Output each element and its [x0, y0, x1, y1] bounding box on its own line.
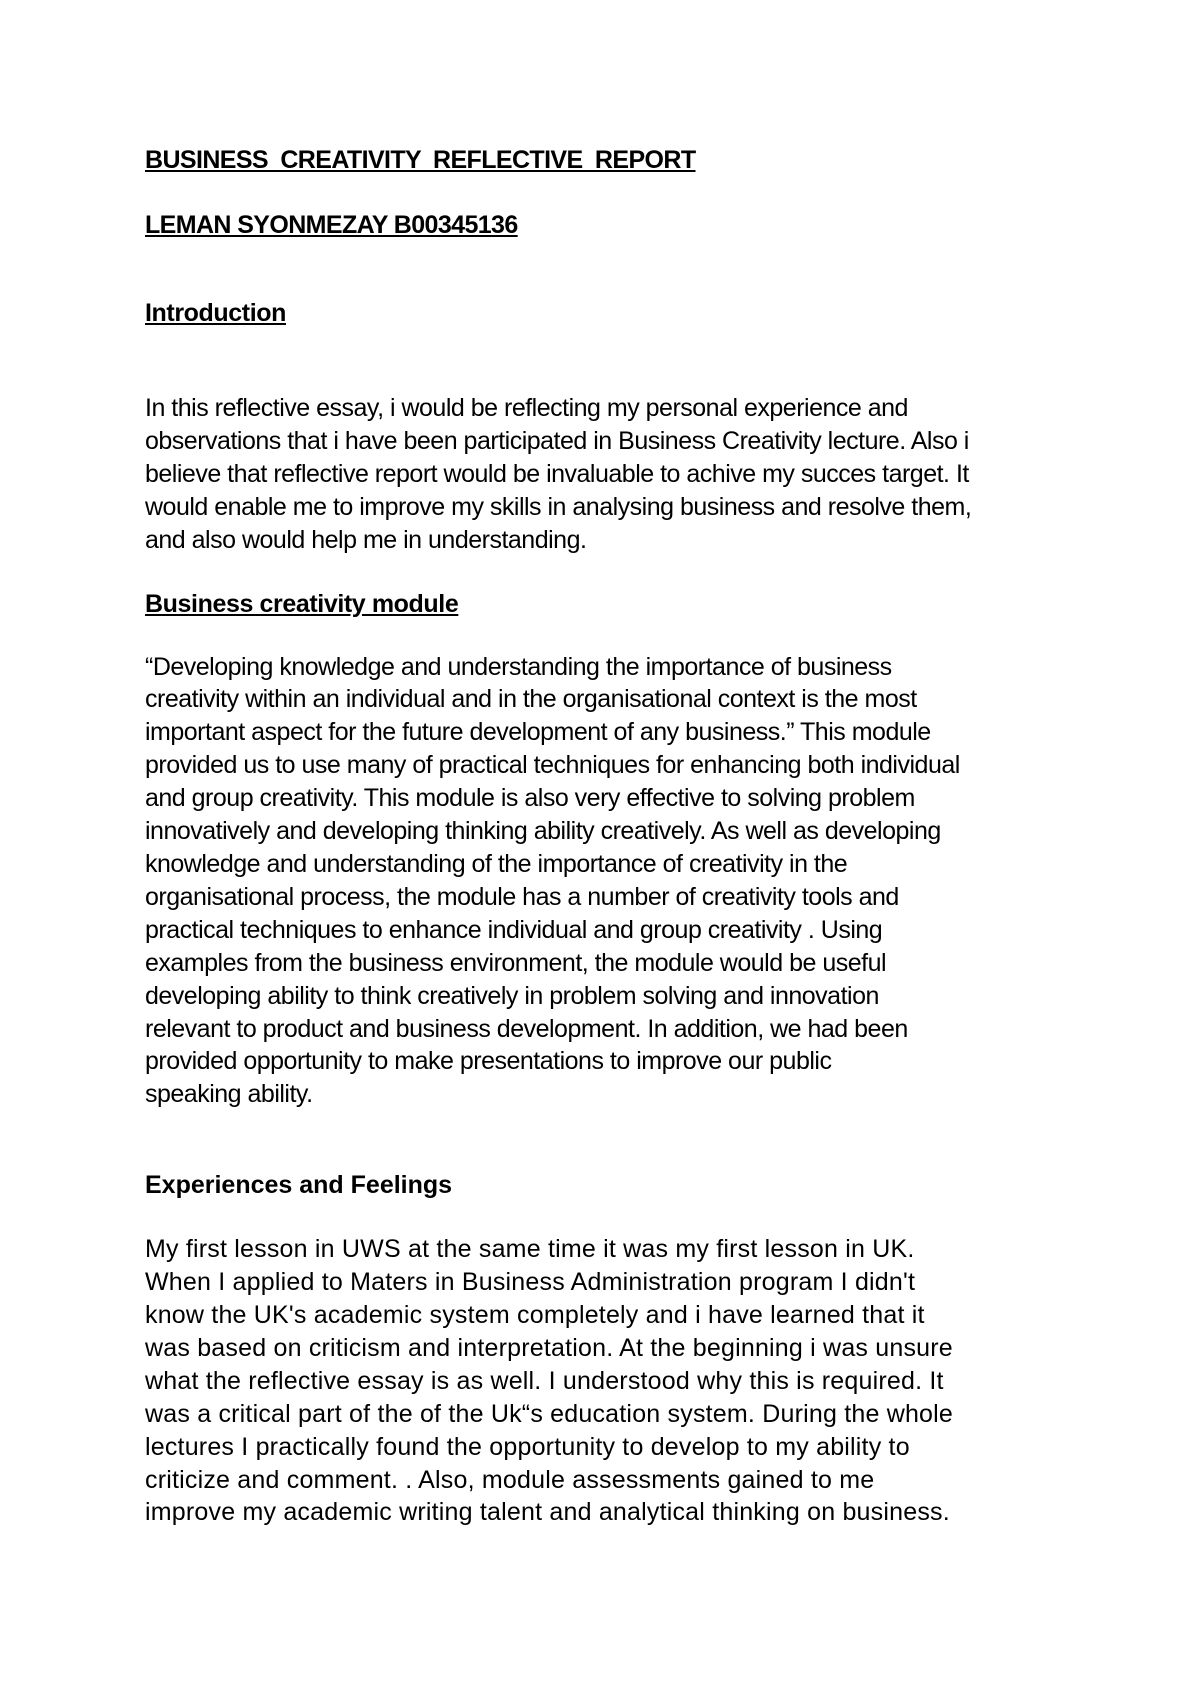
text-line: knowledge and understanding of the importance of creativity in the — [145, 849, 848, 878]
author-line: LEMAN SYONMEZAY B00345136 — [145, 211, 518, 239]
text-line: When I applied to Maters in Business Administration program I didn't — [145, 1268, 916, 1297]
text-line: My first lesson in UWS at the same time it was my first lesson in UK. — [145, 1235, 915, 1264]
text-line: what the reflective essay is as well. I understood why this is required. It — [145, 1366, 944, 1395]
section-heading-experiences-and-feelings: Experiences and Feelings — [145, 1171, 453, 1200]
text-line: organisational process, the module has a number of creativity tools and — [145, 882, 899, 911]
text-line: innovatively and developing thinking ability creatively. As well as developing — [145, 817, 941, 846]
section-heading-business-creativity-module: Business creativity module — [145, 589, 459, 618]
text-line: provided us to use many of practical techniques for enhancing both individual — [145, 751, 960, 780]
text-line: practical techniques to enhance individual and group creativity . Using — [145, 915, 883, 944]
text-line: “Developing knowledge and understanding the importance of business — [145, 652, 892, 681]
report-title: BUSINESS CREATIVITY REFLECTIVE REPORT — [145, 146, 696, 174]
text-line: important aspect for the future development of any business.” This module — [145, 718, 931, 747]
text-line: and also would help me in understanding. — [145, 525, 587, 554]
text-line: provided opportunity to make presentations to improve our public — [145, 1047, 832, 1076]
paragraph-introduction — [145, 392, 1100, 557]
text-line: was based on criticism and interpretation. At the beginning i was unsure — [145, 1333, 953, 1362]
text-line: would enable me to improve my skills in analysing business and resolve them, — [145, 492, 972, 521]
text-line: speaking ability. — [145, 1080, 313, 1109]
text-line: developing ability to think creatively in problem solving and innovation — [145, 981, 879, 1010]
text-line: creativity within an individual and in the organisational context is the most — [145, 685, 917, 714]
paragraph-business-creativity-module — [145, 651, 1100, 1112]
text-line: examples from the business environment, the module would be useful — [145, 948, 887, 977]
text-line: In this reflective essay, i would be reflecting my personal experience and — [145, 394, 908, 422]
text-line: lectures I practically found the opportunity to develop to my ability to — [145, 1432, 910, 1461]
text-line: relevant to product and business development. In addition, we had been — [145, 1014, 908, 1043]
text-line: know the UK's academic system completely and i have learned that it — [145, 1301, 925, 1330]
text-line: believe that reflective report would be invaluable to achive my succes target. It — [145, 459, 969, 488]
text-line: observations that i have been participated in Business Creativity lecture. Also i — [145, 426, 969, 455]
text-line: criticize and comment. . Also, module assessments gained to me — [145, 1465, 875, 1494]
text-line: was a critical part of the of the Uk“s education system. During the whole — [145, 1399, 954, 1428]
section-heading-introduction: Introduction — [145, 299, 287, 327]
paragraph-experiences-and-feelings — [145, 1233, 1100, 1529]
text-line: improve my academic writing talent and analytical thinking on business. — [145, 1498, 950, 1527]
text-line: and group creativity. This module is also very effective to solving problem — [145, 784, 915, 813]
